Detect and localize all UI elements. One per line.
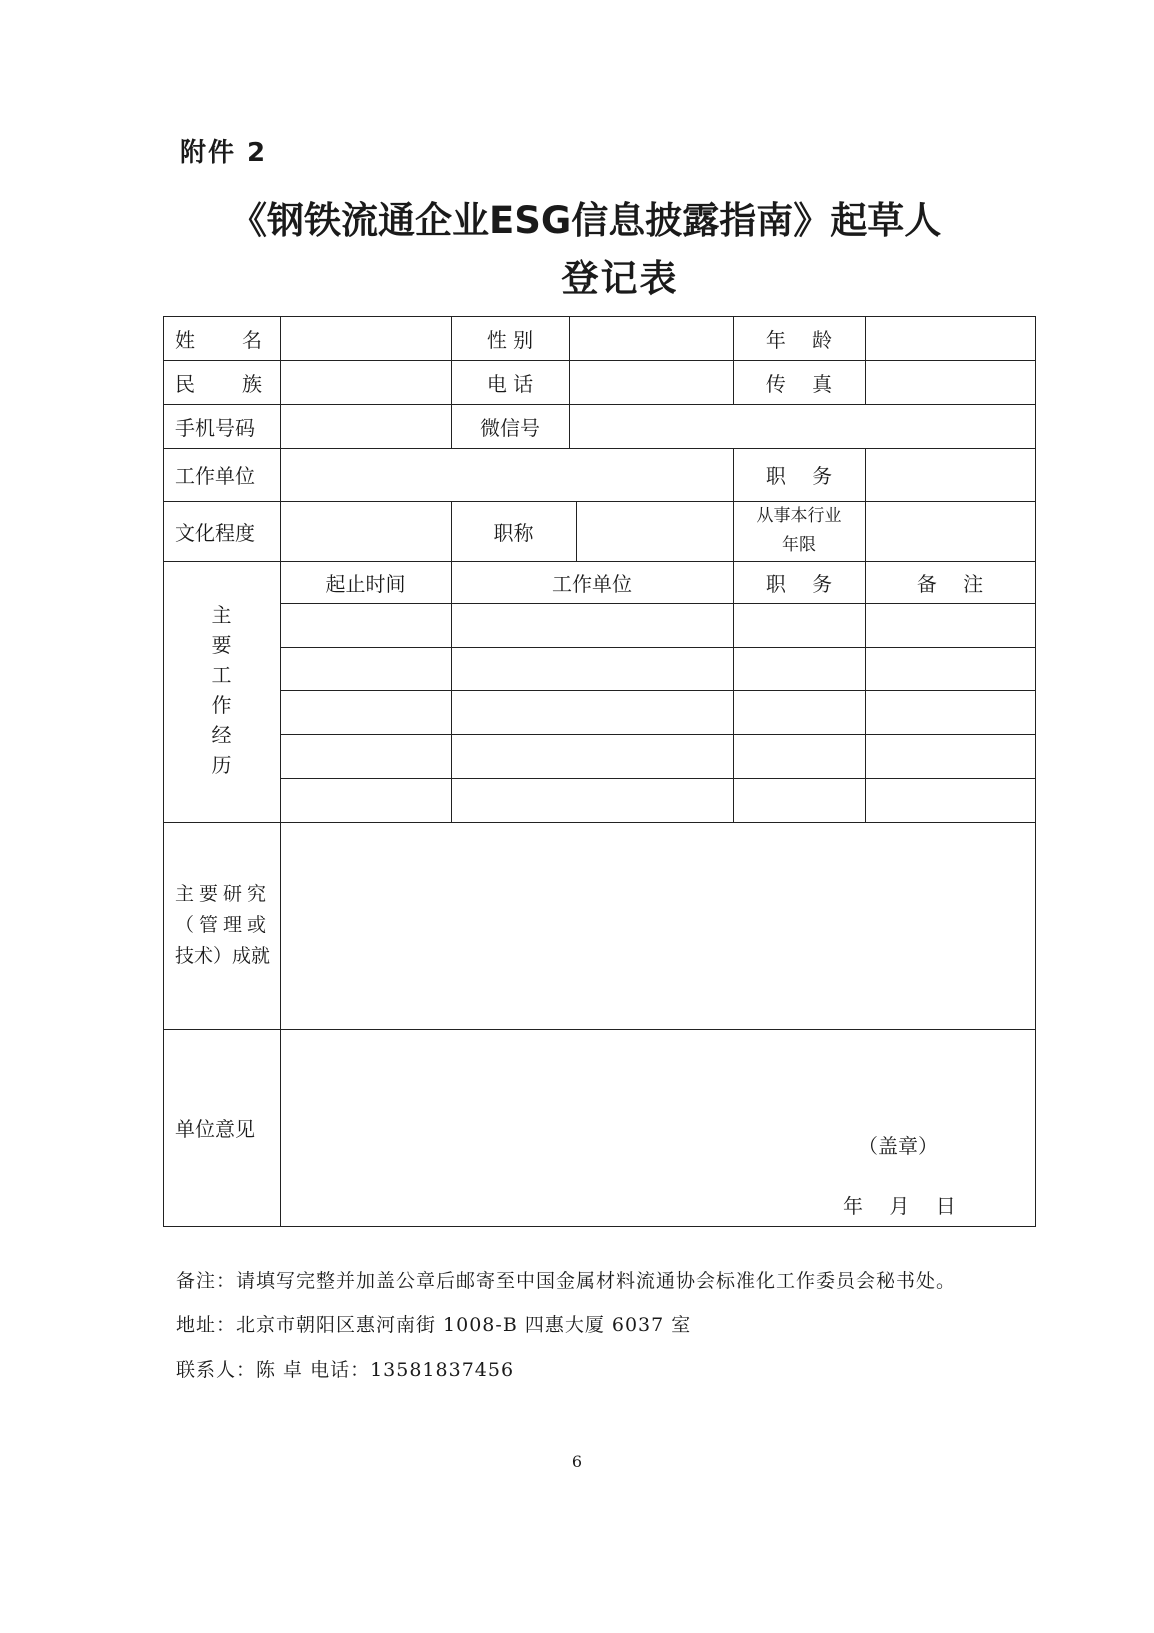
gender-label: 性 别 bbox=[486, 327, 534, 352]
history-row[interactable] bbox=[281, 604, 1035, 647]
name-field[interactable] bbox=[281, 317, 451, 360]
attachment-label: 附件 2 bbox=[180, 138, 268, 168]
position-field[interactable] bbox=[866, 449, 1035, 501]
phone-field[interactable] bbox=[570, 361, 733, 404]
industry-years-line2: 年限 bbox=[782, 535, 816, 555]
achievements-line1: 主要研究 bbox=[175, 883, 272, 905]
education-field[interactable] bbox=[281, 502, 451, 561]
document-title-line2: 登记表 bbox=[561, 257, 679, 300]
phone-label: 电 话 bbox=[486, 371, 534, 396]
work-history-char: 作 bbox=[211, 693, 232, 717]
position-label: 职 务 bbox=[765, 464, 833, 488]
achievements-label bbox=[163, 822, 280, 1029]
work-history-char: 工 bbox=[211, 663, 232, 687]
employer-field[interactable] bbox=[281, 449, 733, 501]
date-label: 年 月 日 bbox=[843, 1194, 956, 1218]
work-history-char: 要 bbox=[211, 633, 232, 657]
ethnicity-field[interactable] bbox=[281, 361, 451, 404]
name-label bbox=[163, 316, 280, 360]
work-history-char: 历 bbox=[211, 753, 232, 777]
history-header-remarks: 备 注 bbox=[916, 571, 984, 596]
history-header-position: 职 务 bbox=[765, 571, 833, 596]
achievements-field[interactable] bbox=[281, 823, 1035, 1029]
history-row[interactable] bbox=[281, 779, 1035, 822]
unit-opinion-label: 单位意见 bbox=[175, 1117, 255, 1141]
ethnicity-label-char2: 族 bbox=[242, 371, 262, 396]
history-row[interactable] bbox=[281, 691, 1035, 734]
work-history-char: 主 bbox=[211, 603, 232, 627]
age-field[interactable] bbox=[866, 317, 1035, 360]
work-history-char: 经 bbox=[211, 723, 232, 747]
fax-field[interactable] bbox=[866, 361, 1035, 404]
history-row[interactable] bbox=[281, 735, 1035, 778]
professional-title-field[interactable] bbox=[577, 502, 733, 561]
name-label-char2: 名 bbox=[242, 327, 262, 352]
note-remark: 备注：请填写完整并加盖公章后邮寄至中国金属材料流通协会标准化工作委员会秘书处。 bbox=[176, 1270, 957, 1292]
history-header-period: 起止时间 bbox=[325, 571, 406, 596]
age-label: 年 龄 bbox=[765, 327, 833, 352]
page-number: 6 bbox=[571, 1452, 583, 1471]
name-label-char1: 姓 bbox=[175, 327, 195, 352]
industry-years-field[interactable] bbox=[866, 502, 1035, 561]
mobile-label: 手机号码 bbox=[175, 415, 255, 440]
history-header-employer: 工作单位 bbox=[552, 571, 632, 596]
mobile-field[interactable] bbox=[281, 405, 451, 448]
employer-label: 工作单位 bbox=[175, 464, 255, 488]
professional-title-label: 职称 bbox=[493, 520, 534, 545]
history-row[interactable] bbox=[281, 648, 1035, 690]
seal-label: （盖章） bbox=[858, 1134, 938, 1158]
achievements-line3: 技术）成就 bbox=[175, 945, 271, 967]
education-label: 文化程度 bbox=[175, 520, 255, 545]
document-title-line1: 《钢铁流通企业ESG信息披露指南》起草人 bbox=[230, 199, 942, 242]
achievements-line2: （管理或 bbox=[175, 914, 272, 936]
fax-label: 传 真 bbox=[765, 371, 833, 396]
wechat-field[interactable] bbox=[570, 405, 1035, 448]
industry-years-line1: 从事本行业 bbox=[756, 506, 842, 526]
ethnicity-label bbox=[163, 360, 280, 404]
note-contact: 联系人：陈 卓 电话：13581837456 bbox=[176, 1359, 515, 1381]
note-address: 地址：北京市朝阳区惠河南街 1008-B 四惠大厦 6037 室 bbox=[176, 1314, 692, 1336]
work-history-label bbox=[163, 600, 280, 780]
wechat-label: 微信号 bbox=[480, 415, 540, 440]
ethnicity-label-char1: 民 bbox=[175, 371, 195, 396]
gender-field[interactable] bbox=[570, 317, 733, 360]
industry-years-label bbox=[733, 501, 865, 561]
